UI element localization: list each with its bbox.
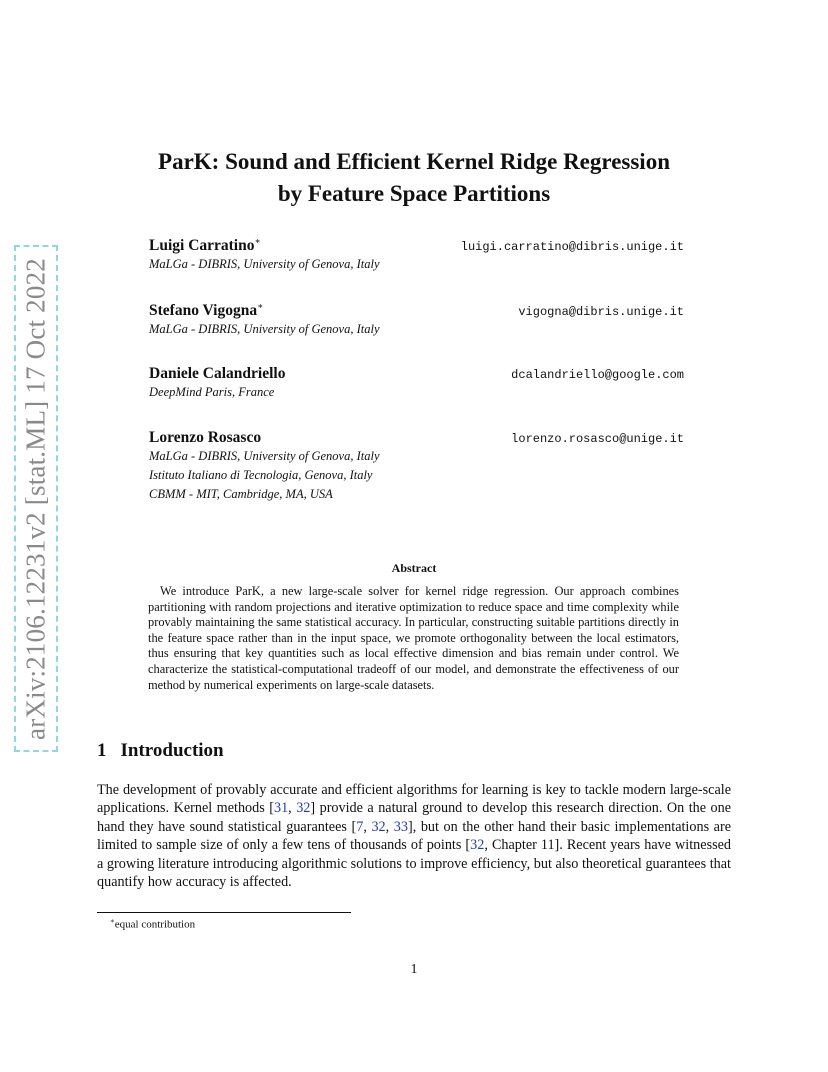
author-affiliation: MaLGa - DIBRIS, University of Genova, Italy [149,449,380,463]
author-block [149,301,684,339]
author-affiliation: CBMM - MIT, Cambridge, MA, USA [149,487,333,501]
author-affiliation: Istituto Italiano di Tecnologia, Genova, Italy [149,468,373,482]
author-name: Luigi Carratino∗ [149,236,261,255]
page-number: 1 [410,962,418,977]
footnote-mark: ∗ [110,917,115,925]
intro-paragraph: The development of provably accurate and efficient algorithms for learning is key to tackle modern large-scale applications. Kernel methods [31, 32] provide a natural ground to develop this research direction. On the one hand they have sound statistical guarantees [7, 32, 33], but on the other hand their basic implementations are limited to sample size of only a few tens of thousands of points [32, Chapter 11]. Recent years have witnessed a growing literature introducing algorithmic solutions to improve efficiency, but also theoretical guarantees that quantify how accuracy is affected. [97,782,732,891]
author-affiliation: MaLGa - DIBRIS, University of Genova, Italy [149,257,380,272]
footnote [110,917,195,931]
arxiv-identifier: arXiv:2106.12231v2 [stat.ML] 17 Oct 2022 [20,257,51,740]
title-line-2: by Feature Space Partitions [277,181,551,206]
author-block [149,365,684,402]
author-affiliation: MaLGa - DIBRIS, University of Genova, Italy [149,322,380,337]
author-block [149,429,684,504]
section-number: 1 [97,740,107,761]
author-block [149,236,684,274]
abstract-text: We introduce ParK, a new large-scale solver for kernel ridge regression. Our approach combines partitioning with random projections and iterative optimization to reduce space and time complexity while provably maintaining the same statistical accuracy. In particular, constructing suitable partitions directly in the feature space rather than in the input space, we promote orthogonality between the local estimators, thus ensuring that key quantities such as local effective dimension and bias remain under control. We characterize the statistical-computational tradeoff of our model, and demonstrate the effectiveness of our method by numerical experiments on large-scale datasets. [148,584,679,692]
section-heading [97,740,224,762]
footnote-text: equal contribution [114,918,196,931]
title-line-1: ParK: Sound and Efficient Kernel Ridge Regression [158,149,670,174]
paper-title [100,146,728,210]
author-email[interactable]: vigogna@dibris.unige.it [518,305,684,320]
citation-link[interactable]: 32 [470,837,485,854]
author-name: Lorenzo Rosasco [149,429,262,446]
author-affiliation: DeepMind Paris, France [149,385,275,399]
citation-link[interactable]: 32 [371,818,386,835]
author-name: Daniele Calandriello [149,365,286,382]
citation-link[interactable]: 32 [296,800,311,817]
equal-contribution-mark: ∗ [257,301,264,311]
author-email[interactable]: dcalandriello@google.com [511,368,684,382]
footnote-divider [97,912,351,913]
abstract-heading: Abstract [391,561,437,575]
author-email[interactable]: luigi.carratino@dibris.unige.it [460,240,684,255]
citation-link[interactable]: 31 [273,800,289,817]
section-title: Introduction [120,740,224,761]
equal-contribution-mark: ∗ [254,236,261,246]
author-name: Stefano Vigogna∗ [149,301,264,320]
citation-link[interactable]: 33 [393,818,408,835]
citation-link[interactable]: 7 [356,818,364,835]
author-email[interactable]: lorenzo.rosasco@unige.it [511,432,684,446]
arxiv-stamp [14,245,58,752]
